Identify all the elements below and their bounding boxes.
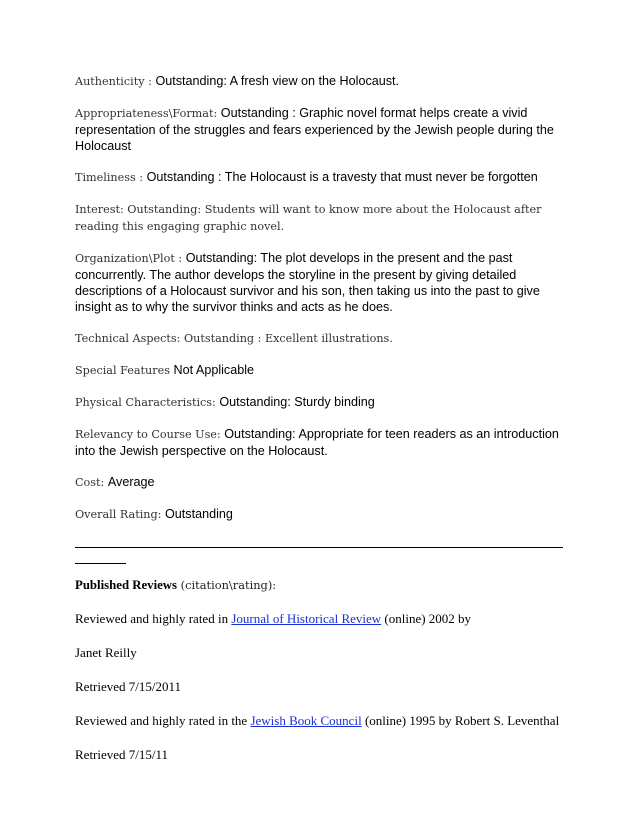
review-2-line — [75, 713, 565, 729]
criterion-label: Interest: Outstanding: Students will want to know more about the Holocaust after reading this engaging graphic novel. — [75, 203, 542, 233]
criterion-value: Outstanding : The Holocaust is a travesty that must never be forgotten — [146, 170, 538, 184]
criterion-label: Appropriateness\Format: — [75, 107, 221, 120]
criterion-special-features — [75, 362, 565, 379]
criterion-value: Outstanding: Sturdy binding — [219, 395, 375, 409]
criterion-value: Outstanding — [164, 507, 233, 521]
horizontal-rule — [75, 547, 563, 548]
criterion-label: Technical Aspects: Outstanding : Excellent illustrations. — [75, 332, 393, 345]
criterion-organization-plot — [75, 250, 565, 315]
criterion-interest — [75, 201, 565, 235]
criterion-value: Average — [107, 475, 155, 489]
criterion-label: Organization\Plot : — [75, 252, 186, 265]
criterion-value: Outstanding: The plot develops in the present and the past concurrently. The author develops the storyline in the present by giving detailed descriptions of a Holocaust survivor and his son, then taking us into the past to give insight as to why the survivor thinks and acts as he does. — [75, 251, 540, 314]
criterion-value: Not Applicable — [173, 363, 255, 377]
published-reviews-subtitle: (citation\rating): — [177, 578, 277, 592]
criterion-authenticity — [75, 73, 565, 90]
review-1-author: Janet Reilly — [75, 645, 137, 660]
criterion-label: Overall Rating: — [75, 508, 165, 521]
criterion-physical-characteristics — [75, 394, 565, 411]
journal-of-historical-review-link[interactable]: Journal of Historical Review — [231, 611, 382, 626]
review-2-retrieved: Retrieved 7/15/11 — [75, 747, 169, 762]
review-2-prefix: Reviewed and highly rated in the — [75, 713, 251, 728]
jewish-book-council-link[interactable]: Jewish Book Council — [250, 713, 362, 728]
review-1-prefix: Reviewed and highly rated in — [75, 611, 232, 626]
criterion-overall-rating — [75, 506, 565, 523]
published-reviews-heading — [75, 578, 565, 593]
criterion-label: Authenticity : — [75, 75, 156, 88]
short-rule — [75, 563, 126, 564]
document-page — [75, 73, 565, 763]
criterion-label: Relevancy to Course Use: — [75, 428, 225, 441]
review-1-line — [75, 611, 565, 627]
criterion-label: Timeliness : — [75, 171, 147, 184]
criterion-label: Special Features — [75, 364, 174, 377]
published-reviews-title: Published Reviews — [75, 578, 178, 592]
criterion-relevancy — [75, 426, 565, 459]
criterion-value: Outstanding : Graphic novel format helps create a vivid representation of the struggles and fears experienced by the Jewish people during the Holocaust — [75, 106, 554, 153]
review-2-suffix: (online) 1995 by Robert S. Leventhal — [361, 713, 560, 728]
criterion-cost — [75, 474, 565, 491]
criterion-appropriateness — [75, 105, 565, 154]
criterion-technical-aspects — [75, 330, 565, 347]
criterion-value: Outstanding: A fresh view on the Holocaust. — [155, 74, 400, 88]
review-1-suffix: (online) 2002 by — [381, 611, 472, 626]
criterion-label: Cost: — [75, 476, 108, 489]
criterion-value: Outstanding: Appropriate for teen readers as an introduction into the Jewish perspective on the Holocaust. — [75, 427, 559, 458]
criterion-timeliness — [75, 169, 565, 186]
review-1-retrieved: Retrieved 7/15/2011 — [75, 679, 182, 694]
criterion-label: Physical Characteristics: — [75, 396, 220, 409]
